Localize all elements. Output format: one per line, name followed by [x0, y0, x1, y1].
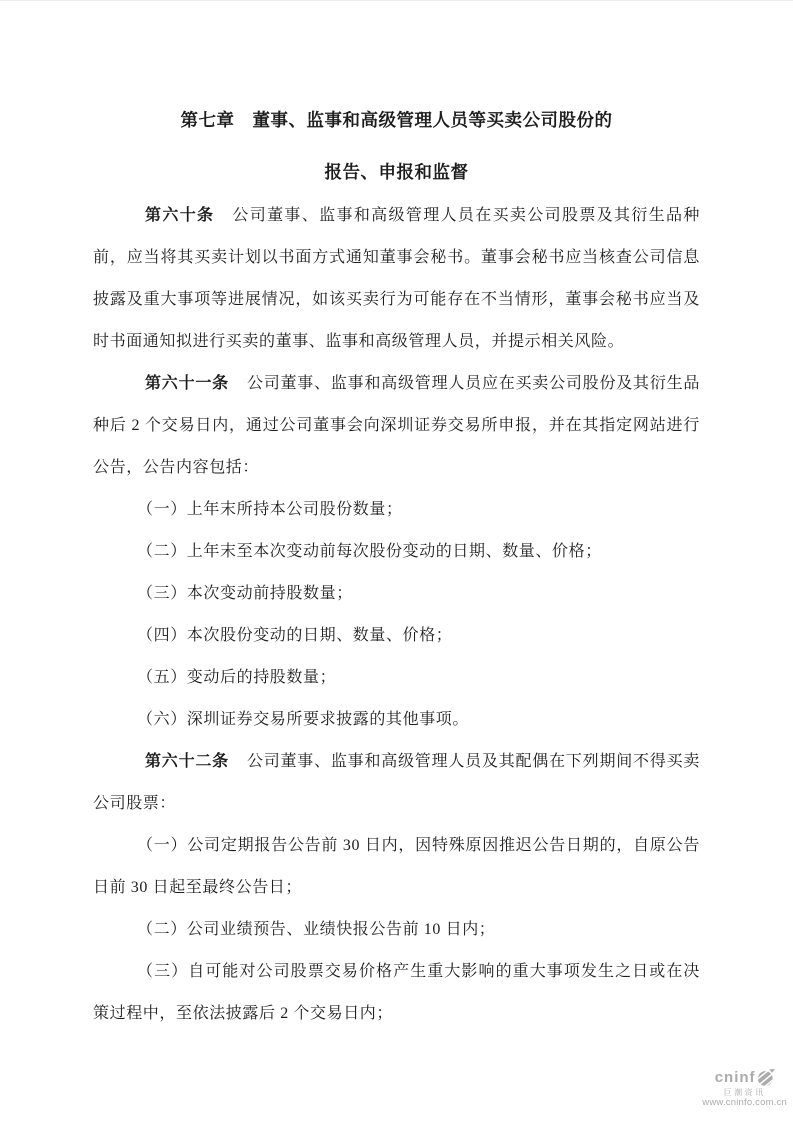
article-61-item-4: （四）本次股份变动的日期、数量、价格； — [137, 627, 453, 644]
article-62-item-1: （一）公司定期报告公告前 30 日内，因特殊原因推迟公告日期的，自原公告日前 30 日起至最终公告日； — [93, 837, 700, 896]
chapter-title-line1: 第七章 董事、监事和高级管理人员等买卖公司股份的 — [180, 110, 613, 130]
cninfo-swirl-icon — [757, 1069, 775, 1087]
cninfo-url: www.cninfo.com.cn — [702, 1097, 787, 1109]
article-61-number: 第六十一条 — [145, 375, 229, 392]
article-61-item-6: （六）深圳证券交易所要求披露的其他事项。 — [137, 711, 470, 728]
article-60-number: 第六十条 — [145, 207, 215, 224]
cninfo-watermark — [702, 1069, 787, 1109]
article-62-number: 第六十二条 — [145, 753, 229, 770]
article-61-item-5: （五）变动后的持股数量； — [137, 669, 337, 686]
document-body — [93, 195, 700, 1035]
article-60-text: 公司董事、监事和高级管理人员在买卖公司股票及其衍生品种前，应当将其买卖计划以书面方式通知董事会秘书。董事会秘书应当核查公司信息披露及重大事项等进展情况，如该买卖行为可能存在不当情形，董事会秘书应当及时书面通知拟进行买卖的董事、监事和高级管理人员，并提示相关风险。 — [93, 207, 700, 350]
article-62-paragraph — [93, 741, 700, 825]
cninfo-brand-row — [702, 1069, 787, 1087]
article-61-item-3: （三）本次变动前持股数量； — [137, 585, 353, 602]
article-62-item-3: （三）自可能对公司股票交易价格产生重大影响的重大事项发生之日或在决策过程中，至依法披露后 2 个交易日内； — [93, 963, 700, 1022]
cninfo-chinese-name: 巨潮资讯 — [723, 1087, 766, 1097]
article-61-item-1: （一）上年末所持本公司股份数量； — [137, 501, 403, 518]
article-62-item-2: （二）公司业绩预告、业绩快报公告前 10 日内； — [137, 921, 496, 938]
article-61-paragraph — [93, 363, 700, 489]
article-61-item-2: （二）上年末至本次变动前每次股份变动的日期、数量、价格； — [137, 543, 602, 560]
cninfo-brand-text: cninf — [714, 1069, 756, 1087]
article-62-text: 公司董事、监事和高级管理人员及其配偶在下列期间不得买卖公司股票： — [93, 753, 700, 812]
chapter-title-line2: 报告、申报和监督 — [324, 162, 469, 182]
article-61-text: 公司董事、监事和高级管理人员应在买卖公司股份及其衍生品种后 2 个交易日内，通过公司董事会向深圳证券交易所申报，并在其指定网站进行公告，公告内容包括： — [93, 375, 700, 476]
article-60-paragraph — [93, 195, 700, 363]
